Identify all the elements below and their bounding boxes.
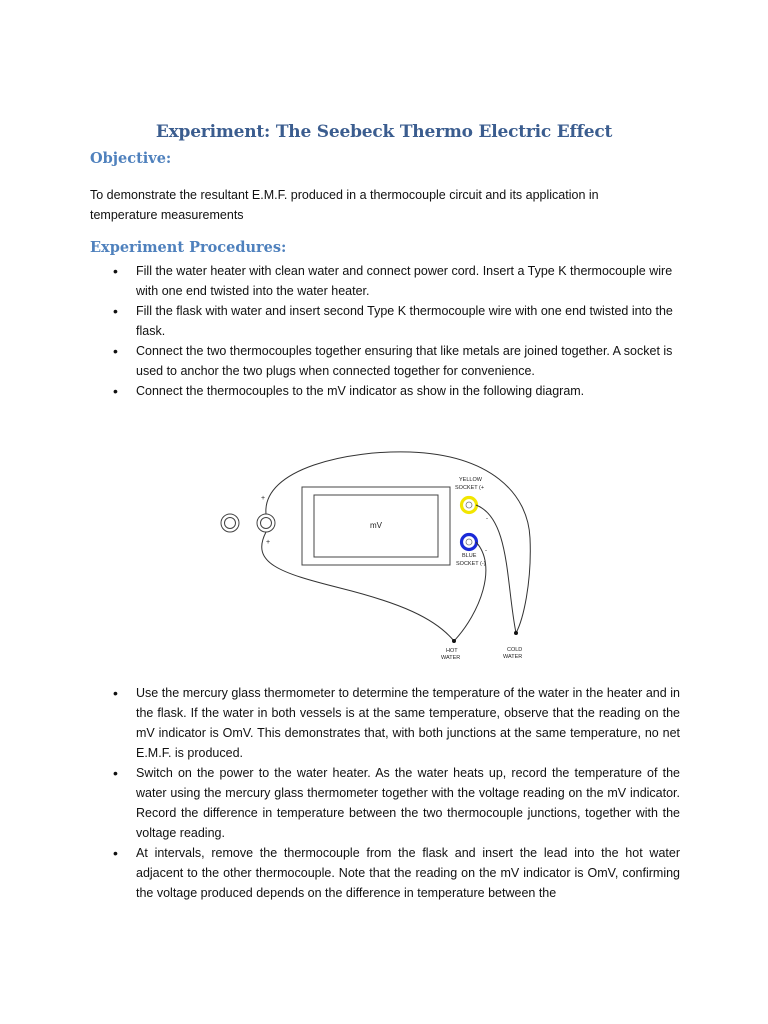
blue-socket-label-2: SOCKET (-) — [456, 561, 486, 567]
terminal-left-outer — [221, 514, 239, 532]
procedure-step: • Use the mercury glass thermometer to determine the temperature of the water in the heater and in the flask. If the water in both vessels is at the same temperature, observe that the reading on the mV indicator is OmV. This demonstrates that, with both junctions at the same temperature, no net E.M.F. is produced. — [90, 683, 680, 763]
procedure-step: • Fill the water heater with clean water and connect power cord. Insert a Type K thermocouple wire with one end twisted into the water heater. — [90, 261, 680, 301]
procedure-step: • Fill the flask with water and insert second Type K thermocouple wire with one end twisted into the flask. — [90, 301, 680, 341]
yellow-socket-label-1: YELLOW — [459, 477, 482, 483]
meter-label: mV — [370, 521, 382, 530]
terminal-right-inner — [261, 518, 272, 529]
hot-junction-dot — [452, 639, 456, 643]
plus-sign-bottom: + — [266, 539, 271, 546]
minus-sign-right-top: - — [486, 516, 488, 522]
wire-yellow-to-cold — [476, 505, 516, 633]
terminal-right-outer — [257, 514, 275, 532]
hot-water-label-1: HOT — [446, 648, 458, 654]
yellow-socket — [462, 498, 477, 513]
hot-water-label-2: WATER — [441, 655, 461, 661]
plus-sign-top: + — [261, 495, 266, 502]
terminal-left-inner — [225, 518, 236, 529]
objective-text: To demonstrate the resultant E.M.F. produced in a thermocouple circuit and its application in temperature measurements — [90, 188, 599, 222]
procedures-list — [90, 261, 680, 401]
procedure-step: • Connect the two thermocouples together ensuring that like metals are joined together. A socket is used to anchor the two plugs when connected together for convenience. — [90, 341, 680, 381]
blue-socket — [462, 535, 477, 550]
procedures-list-continued — [90, 683, 680, 903]
blue-socket-label-1: BLUE — [462, 553, 477, 559]
yellow-socket-label-2: SOCKET (+ — [455, 485, 485, 491]
wire-bottom-loop — [262, 532, 454, 641]
yellow-socket-center — [466, 502, 472, 508]
procedure-step: • Switch on the power to the water heater. As the water heats up, record the temperature of the water using the mercury glass thermometer together with the voltage reading on the mV indicator. Record the difference in temperature between the two thermocouple junctions, together with the voltage reading. — [90, 763, 680, 843]
procedure-step: • Connect the thermocouples to the mV indicator as show in the following diagram. — [90, 381, 680, 401]
cold-water-label-2: WATER — [503, 654, 523, 660]
procedure-step: • At intervals, remove the thermocouple from the flask and insert the lead into the hot water adjacent to the other thermocouple. Note that the reading on the mV indicator is OmV, confirming the voltage produced depends on the difference in temperature between the — [90, 843, 680, 903]
objective-heading: Objective: — [90, 150, 172, 167]
page-title: Experiment: The Seebeck Thermo Electric Effect — [155, 122, 613, 142]
blue-socket-center — [466, 539, 472, 545]
procedures-heading: Experiment Procedures: — [90, 239, 287, 256]
minus-sign-right-bottom: - — [485, 548, 487, 554]
circuit-diagram — [210, 448, 540, 668]
cold-water-label-1: COLD — [507, 647, 523, 653]
cold-junction-dot — [514, 631, 518, 635]
